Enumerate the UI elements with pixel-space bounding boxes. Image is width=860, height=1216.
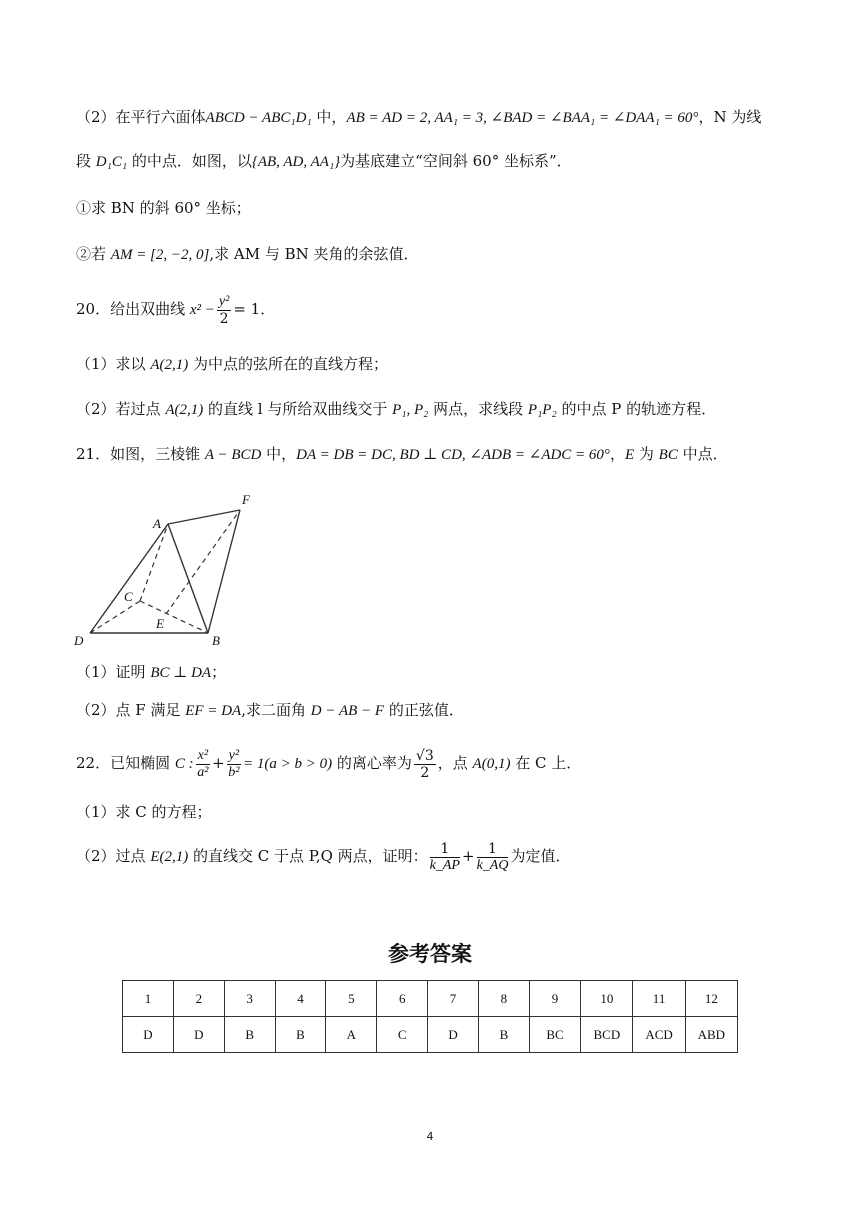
answer-value: BC (529, 1017, 580, 1053)
edge-af (168, 510, 240, 524)
tetrahedron-figure (68, 488, 268, 650)
q20-stem (76, 292, 275, 327)
text: （2）若过点 (76, 400, 166, 418)
text: ； (211, 663, 227, 681)
q21-stem (76, 444, 728, 465)
edge-ca (140, 524, 168, 601)
math: A − BCD (204, 447, 262, 463)
math: A(0,1) (472, 756, 511, 772)
denominator: 2 (219, 310, 229, 327)
text: （2）过点 (76, 847, 151, 865)
answers-title: 参考答案 (388, 942, 472, 966)
q21-part2 (76, 700, 464, 721)
text: 的中点 P 的轨迹方程． (556, 400, 717, 418)
answer-value: D (428, 1017, 479, 1053)
math: x² − (189, 302, 215, 318)
text: （2）点 F 满足 (76, 701, 186, 719)
denominator: 2 (420, 764, 430, 781)
denominator: a² (197, 764, 209, 780)
answer-number: 6 (377, 981, 428, 1017)
answer-value-row (123, 1017, 738, 1053)
math: A(2,1) (165, 402, 204, 418)
math: A(2,1) (150, 357, 189, 373)
answer-number: 11 (633, 981, 685, 1017)
math: E (624, 447, 635, 463)
text: 中， (311, 108, 347, 126)
text: 中点． (677, 445, 728, 463)
answer-number: 12 (685, 981, 737, 1017)
numerator: y² (228, 747, 240, 763)
text: 为定值． (510, 847, 571, 865)
q22-part1 (76, 802, 212, 822)
text: 两点，求线段 (428, 400, 528, 418)
text: ①求 BN 的斜 60° 坐标； (76, 199, 251, 217)
q20-part1 (76, 354, 388, 375)
text: 为 (634, 445, 659, 463)
answer-number: 1 (123, 981, 174, 1017)
q19-part2-line1 (76, 107, 761, 128)
q22-part2 (76, 836, 570, 877)
text: （1）求 C 的方程； (76, 803, 212, 821)
text: ，点 (437, 754, 473, 772)
q22-stem (76, 746, 581, 781)
denominator: b² (228, 764, 240, 780)
q20-part2 (76, 399, 716, 420)
label-f: F (242, 492, 250, 507)
math: BC (658, 447, 678, 463)
answer-value: ABD (685, 1017, 737, 1053)
fraction-e (414, 748, 436, 781)
text: 为中点的弦所在的直线方程； (188, 355, 388, 373)
numerator: √3 (415, 747, 434, 764)
math: P₁, P₂ (392, 402, 429, 418)
q19-sub1 (76, 198, 251, 218)
answer-value: ACD (633, 1017, 685, 1053)
math: P₁P₂ (527, 402, 557, 418)
math: EF = DA (185, 703, 242, 719)
numerator: y² (218, 293, 230, 309)
fraction-x (196, 748, 210, 781)
text: 的离心率为 (332, 754, 412, 772)
answer-number: 9 (529, 981, 580, 1017)
numerator: x² (197, 747, 209, 763)
text: = 1． (233, 300, 276, 318)
answer-value: C (377, 1017, 428, 1053)
label-e: E (156, 616, 164, 631)
text: + (461, 847, 475, 865)
math: E(2,1) (150, 849, 189, 865)
text: 段 (76, 152, 96, 170)
answer-table (122, 980, 738, 1053)
text: ,求二面角 (241, 701, 311, 719)
text: 中， (261, 445, 297, 463)
math: = 1(a > b > 0) (243, 756, 333, 772)
denominator: k_AQ (476, 857, 509, 873)
edge-dc (90, 601, 140, 633)
answer-number: 4 (275, 981, 326, 1017)
label-a: A (153, 516, 161, 531)
math: BC ⊥ DA (150, 665, 212, 681)
math: D − AB − F (310, 703, 385, 719)
text: （1）证明 (76, 663, 151, 681)
answer-value: D (123, 1017, 174, 1053)
fraction (217, 294, 231, 327)
fraction-kaq (477, 841, 509, 874)
denominator: k_AP (429, 857, 460, 873)
answer-value: A (326, 1017, 377, 1053)
page-number: 4 (426, 1130, 434, 1143)
fraction-y (227, 748, 241, 781)
q21-part1 (76, 662, 226, 683)
answer-value: BCD (581, 1017, 633, 1053)
text: + (212, 754, 225, 772)
text: 的直线交 C 于点 P,Q 两点，证明： (188, 847, 428, 865)
math: {AB, AD, AA₁} (251, 154, 341, 170)
text: 为基底建立“空间斜 60° 坐标系”． (340, 152, 572, 170)
q19-part2-line2 (76, 151, 572, 172)
text: 20．给出双曲线 (76, 300, 190, 318)
answer-number: 8 (478, 981, 529, 1017)
text: 的中点．如图，以 (127, 152, 252, 170)
q19-sub2 (76, 244, 419, 265)
answer-value: B (224, 1017, 275, 1053)
numerator: 1 (430, 841, 460, 858)
answer-number: 5 (326, 981, 377, 1017)
edge-ef (166, 510, 240, 614)
text: 的正弦值． (384, 701, 464, 719)
math: D₁C₁ (95, 154, 128, 170)
answer-number: 10 (581, 981, 633, 1017)
fraction-kap (430, 841, 460, 874)
label-d: D (74, 633, 84, 648)
math: ABCD − ABC₁D₁ (205, 110, 312, 126)
text: 22．已知椭圆 (76, 754, 175, 772)
label-c: C (124, 589, 133, 604)
answer-number: 2 (173, 981, 224, 1017)
answer-value: D (173, 1017, 224, 1053)
math: DA = DB = DC, BD ⊥ CD, ∠ADB = ∠ADC = 60° (296, 447, 610, 463)
answer-number-row (123, 981, 738, 1017)
text: （2）在平行六面体 (76, 108, 206, 126)
answer-value: B (478, 1017, 529, 1053)
text: 21．如图，三棱锥 (76, 445, 205, 463)
label-b: B (212, 633, 220, 648)
text: ,求 AM 与 BN 夹角的余弦值． (209, 245, 419, 263)
answer-number: 7 (428, 981, 479, 1017)
numerator: 1 (477, 841, 509, 858)
answer-value: B (275, 1017, 326, 1053)
edge-fb (208, 510, 240, 633)
text: 的直线 l 与所给双曲线交于 (203, 400, 393, 418)
text: ②若 (76, 245, 111, 263)
math: AB = AD = 2, AA₁ = 3, ∠BAD = ∠BAA₁ = ∠DAA₁ = 60° (346, 110, 699, 126)
text: ，N 为线 (698, 108, 762, 126)
text: ， (609, 445, 625, 463)
math: C : (174, 756, 194, 772)
answer-number: 3 (224, 981, 275, 1017)
text: 在 C 上． (510, 754, 582, 772)
math: AM = [2, −2, 0] (110, 247, 210, 263)
text: （1）求以 (76, 355, 151, 373)
